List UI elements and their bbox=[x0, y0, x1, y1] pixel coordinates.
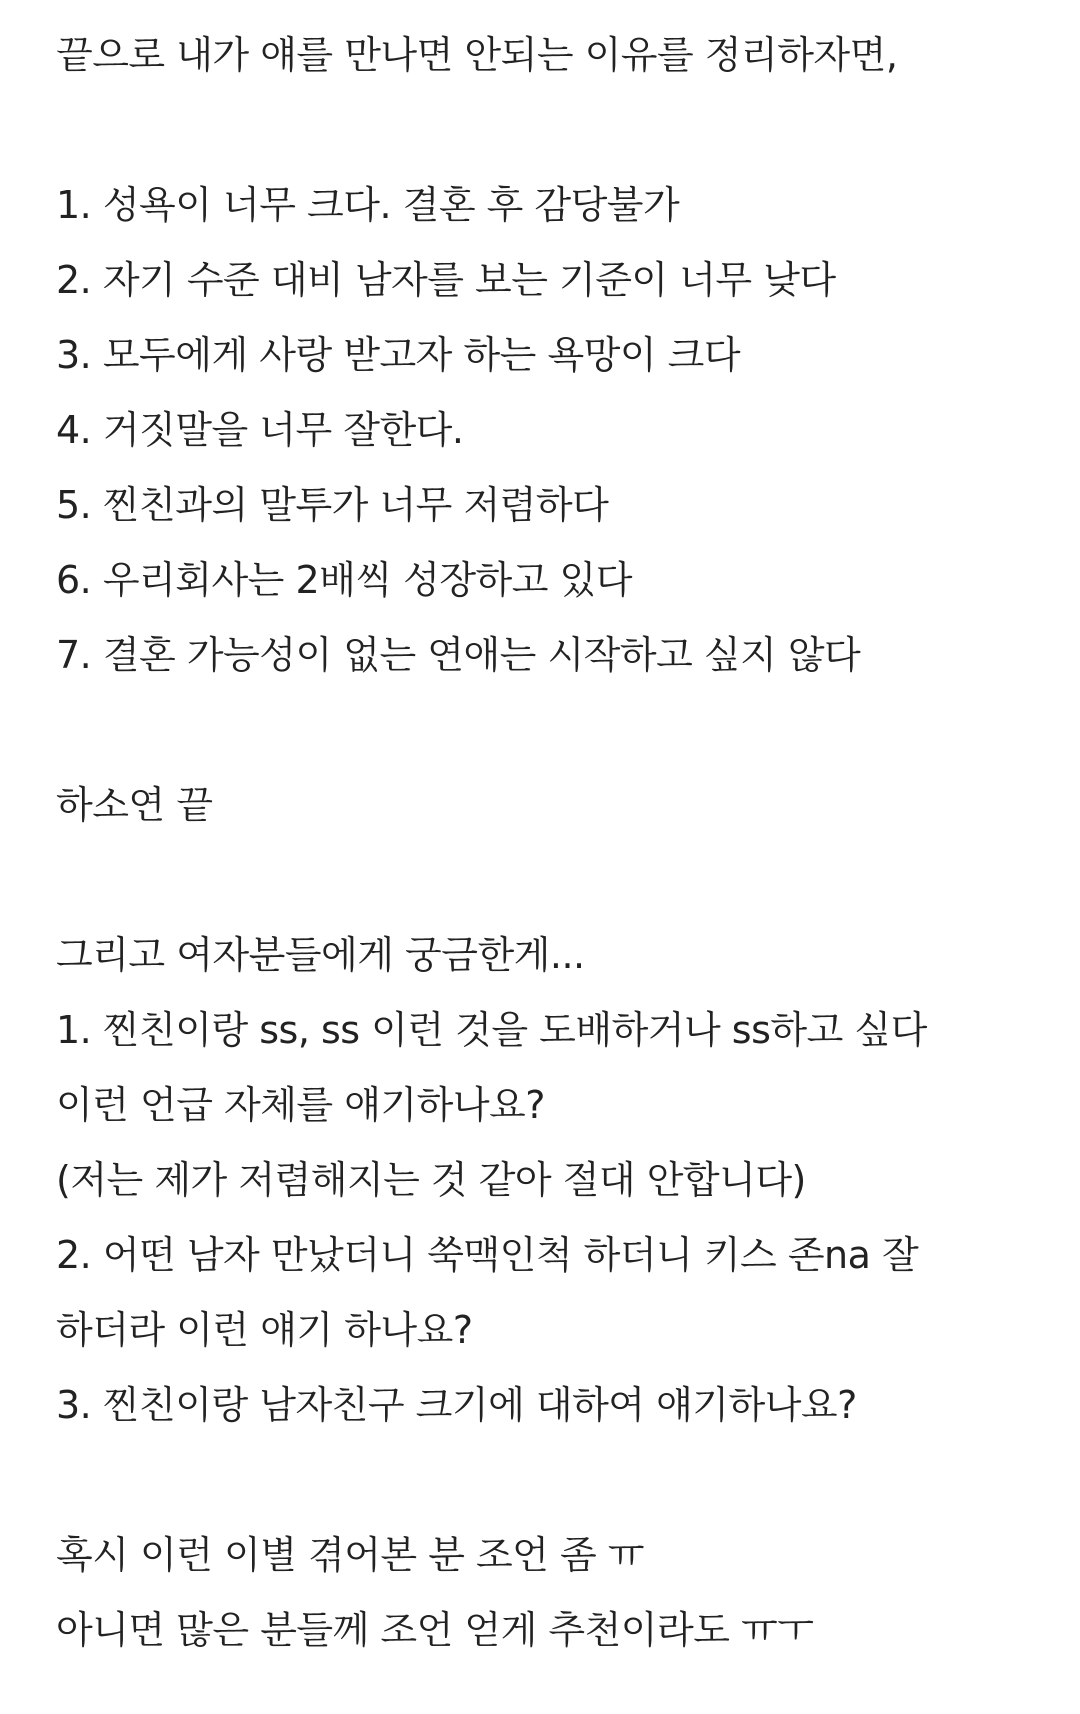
question-item: 이런 언급 자체를 얘기하나요? bbox=[56, 1083, 545, 1127]
question-item: 하더라 이런 얘기 하나요? bbox=[56, 1308, 473, 1352]
question-item: (저는 제가 저렴해지는 것 같아 절대 안합니다) bbox=[56, 1158, 806, 1202]
outro-text: 아니면 많은 분들께 조언 얻게 추천이라도 ㅠㅜ bbox=[56, 1608, 814, 1652]
blank-line bbox=[56, 93, 1046, 168]
reason-item: 4. 거짓말을 너무 잘한다. bbox=[56, 408, 464, 452]
question-item: 3. 찐친이랑 남자친구 크기에 대하여 얘기하나요? bbox=[56, 1383, 857, 1427]
question-item: 2. 어떤 남자 만났더니 쑥맥인척 하더니 키스 존na 잘 bbox=[56, 1233, 919, 1277]
post-body bbox=[56, 18, 1046, 1668]
reason-item: 1. 성욕이 너무 크다. 결혼 후 감당불가 bbox=[56, 183, 680, 227]
reason-item: 2. 자기 수준 대비 남자를 보는 기준이 너무 낮다 bbox=[56, 258, 836, 302]
blank-line bbox=[56, 843, 1046, 918]
outro-text: 혹시 이런 이별 겪어본 분 조언 좀 ㅠ bbox=[56, 1533, 644, 1577]
question-item: 1. 찐친이랑 ss, ss 이런 것을 도배하거나 ss하고 싶다 bbox=[56, 1008, 927, 1052]
blank-line bbox=[56, 693, 1046, 768]
question-intro: 그리고 여자분들에게 궁금한게... bbox=[56, 933, 585, 977]
reason-item: 7. 결혼 가능성이 없는 연애는 시작하고 싶지 않다 bbox=[56, 633, 861, 677]
reason-item: 5. 찐친과의 말투가 너무 저렴하다 bbox=[56, 483, 609, 527]
intro-text: 끝으로 내가 얘를 만나면 안되는 이유를 정리하자면, bbox=[56, 33, 898, 77]
reason-item: 3. 모두에게 사랑 받고자 하는 욕망이 크다 bbox=[56, 333, 741, 377]
reason-item: 6. 우리회사는 2배씩 성장하고 있다 bbox=[56, 558, 632, 602]
blank-line bbox=[56, 1443, 1046, 1518]
closing-text: 하소연 끝 bbox=[56, 783, 213, 827]
